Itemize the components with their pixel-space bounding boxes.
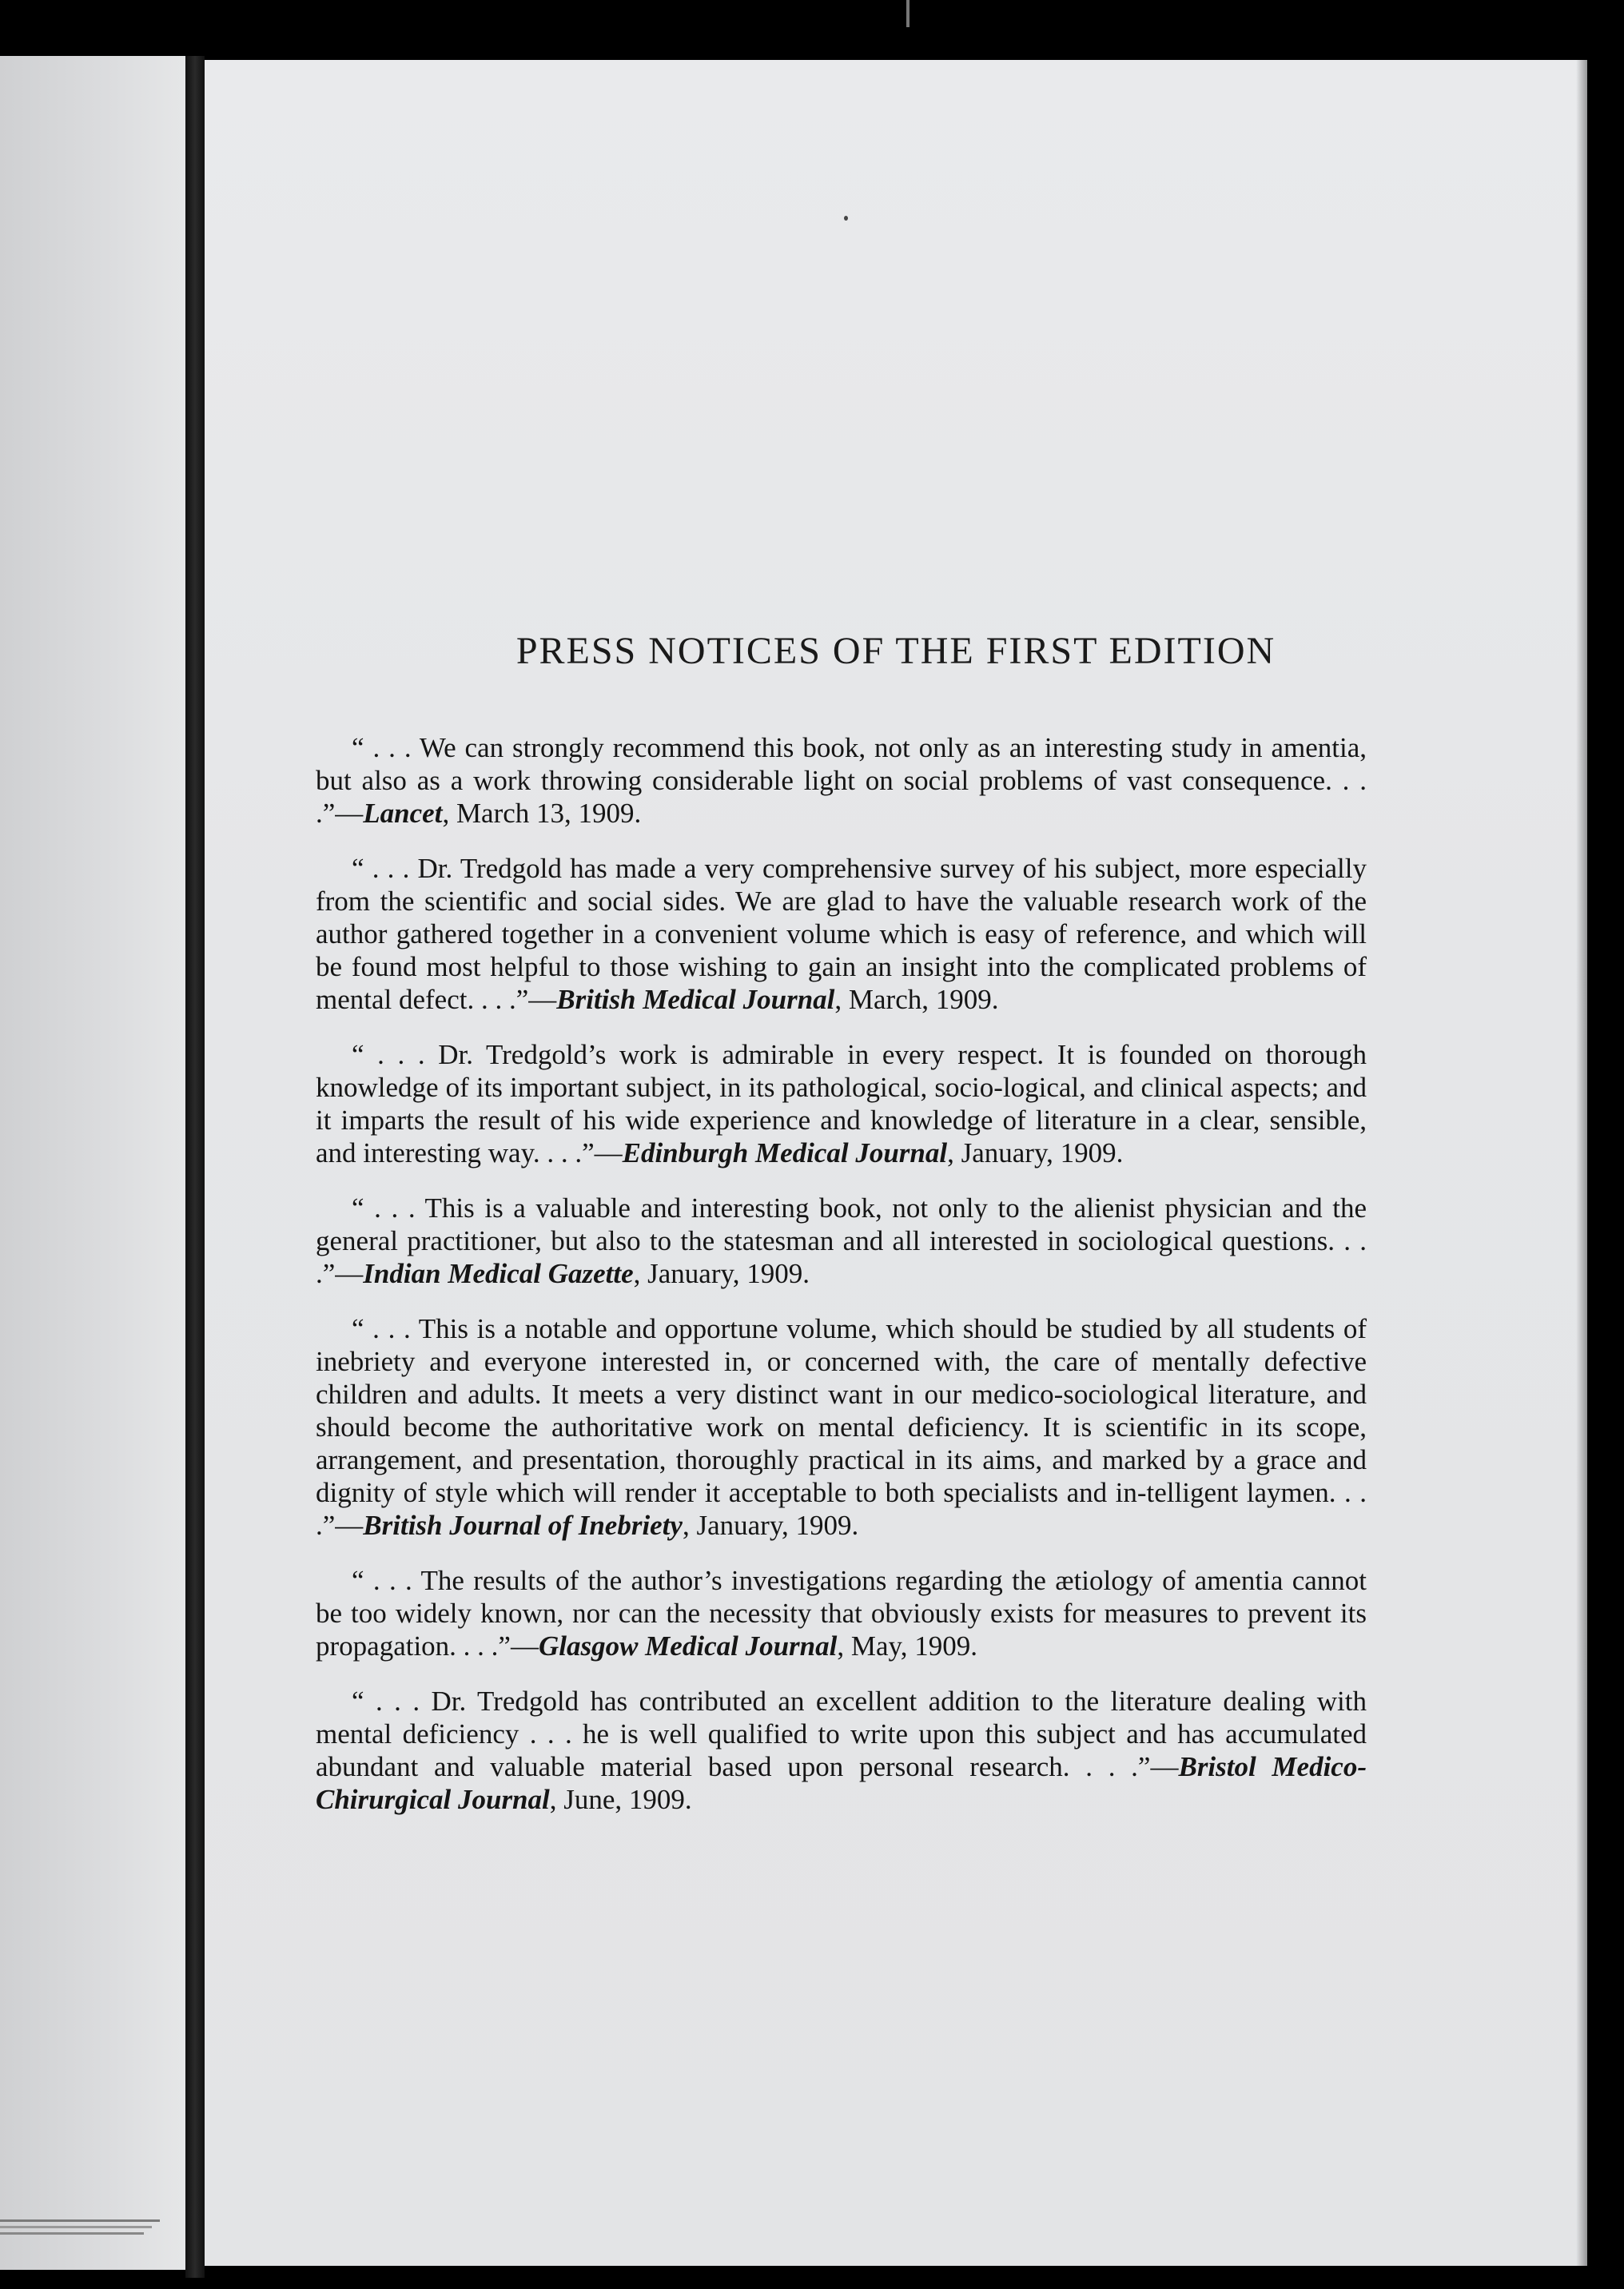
notice-date: , March, 1909. (834, 984, 999, 1015)
notice-date: , January, 1909. (947, 1137, 1124, 1168)
page-shadow-edge (1576, 60, 1587, 2266)
book-page (205, 60, 1587, 2266)
press-notice (316, 1038, 1367, 1169)
notice-source: Glasgow Medical Journal (538, 1630, 838, 1662)
press-notice (316, 1312, 1367, 1542)
notice-source: British Journal of Inebriety (363, 1510, 683, 1541)
notice-source: Lancet (363, 798, 443, 829)
notice-quote: “ . . . This is a notable and opportune volume, which should be studied by all students of inebriety and everyone interested in, or concerned with, the care of mentally defective children and adults. It meets a very distinct want in our medico-sociological literature, and should become the authoritative work on mental deficiency. It is scientific in its scope, arrangement, and presentation, thoroughly practical in its aims, and marked by a grace and dignity of style which will render it acceptable to both specialists and in-telligent laymen. . . .”— (316, 1313, 1367, 1541)
notice-date: , January, 1909. (633, 1258, 810, 1289)
press-notice (316, 1564, 1367, 1662)
notice-quote: “ . . . Dr. Tredgold has contributed an excellent addition to the literature dealing with mental deficiency . . . he is well qualified to write upon this subject and has accumulated abundant and valuable material based upon personal research. . . .”— (316, 1686, 1367, 1782)
left-page-rule (0, 2232, 144, 2235)
notice-quote: “ . . . The results of the author’s investigations regarding the ætiology of amentia cannot be too widely known, nor can the necessity that obviously exists for measures to prevent its propagation. . . .”— (316, 1565, 1367, 1662)
page-heading: PRESS NOTICES OF THE FIRST EDITION (515, 630, 1276, 672)
notice-quote: “ . . . Dr. Tredgold has made a very comprehensive survey of his subject, more especially from the scientific and social sides. We are glad to have the valuable research work of the author gathered together in a convenient volume which is easy of reference, and which will be found most helpful to those wishing to gain an insight into the complicated problems of mental defect. . . .”— (316, 853, 1367, 1015)
notice-source: Bristol Medico-Chirurgical Journal (316, 1751, 1367, 1815)
press-notice (316, 1685, 1367, 1816)
press-notice (316, 1192, 1367, 1290)
left-page-rule (0, 2219, 160, 2222)
notice-source: Edinburgh Medical Journal (622, 1137, 948, 1168)
scan-artifact-mark (906, 0, 910, 27)
left-page-edge (0, 56, 190, 2270)
notice-quote: “ . . . We can strongly recommend this book, not only as an interesting study in amentia, but also as a work throwing considerable light on social problems of vast consequence. . . .”— (316, 732, 1367, 829)
press-notice (316, 731, 1367, 830)
press-notice (316, 852, 1367, 1016)
notice-source: Indian Medical Gazette (363, 1258, 634, 1289)
notice-quote: “ . . . This is a valuable and interesting book, not only to the alienist physician and the general practitioner, but also to the statesman and all interested in sociological questions. . . .”— (316, 1192, 1367, 1289)
press-notices-list (316, 731, 1367, 1838)
ink-speck (844, 216, 848, 221)
notice-date: , May, 1909. (837, 1630, 977, 1662)
left-page-rule (0, 2226, 152, 2228)
notice-quote: “ . . . Dr. Tredgold’s work is admirable in every respect. It is founded on thorough knowledge of its important subject, in its pathological, socio-logical, and clinical aspects; and it imparts the result of his wide experience and knowledge of literature in a clear, sensible, and interesting way. . . .”— (316, 1039, 1367, 1168)
notice-date: , June, 1909. (549, 1784, 692, 1815)
book-gutter (185, 56, 205, 2278)
notice-source: British Medical Journal (556, 984, 835, 1015)
notice-date: , March 13, 1909. (442, 798, 642, 829)
notice-date: , January, 1909. (682, 1510, 859, 1541)
